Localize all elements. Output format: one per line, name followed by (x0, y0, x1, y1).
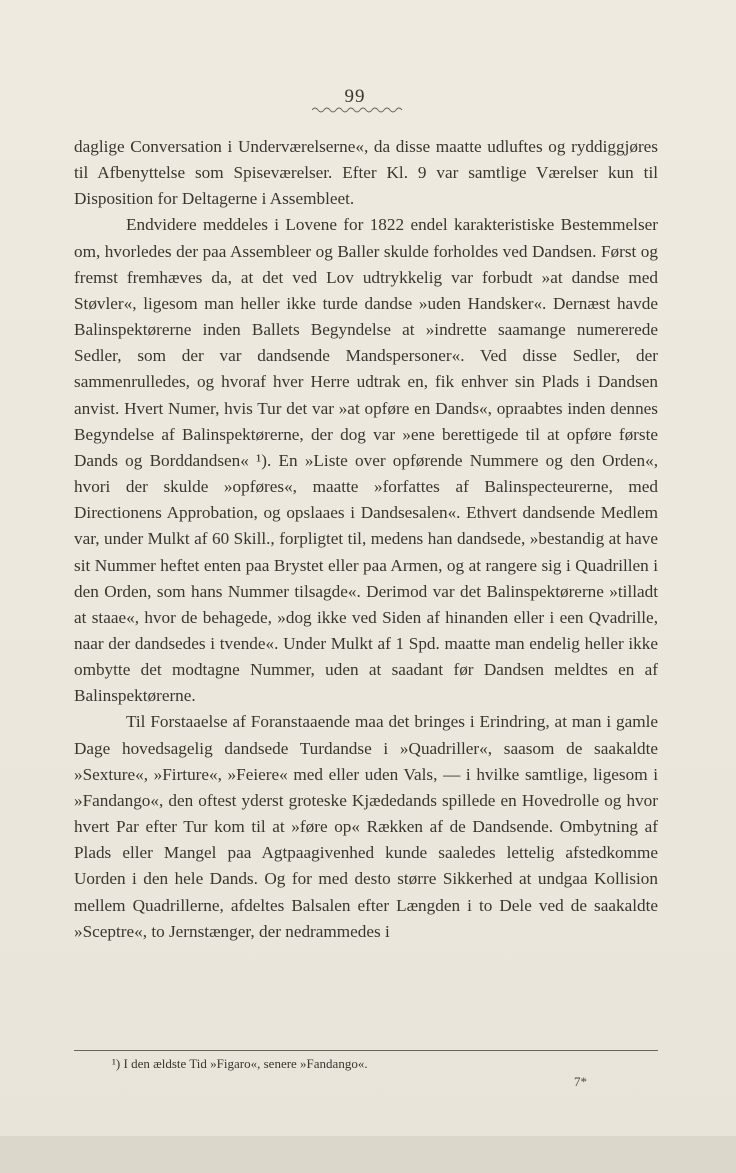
signature-mark: 7* (574, 1074, 587, 1089)
paragraph-1: daglige Conversation i Underværelserne«, da disse maatte udluftes og ryddiggjøres til Afbenyttelse som Spiseværelser. Efter Kl. 9 var samtlige Værelser kun til Disposition for Deltagerne i Assembleet. (74, 137, 658, 209)
body-text (74, 134, 658, 945)
footnote-divider (74, 1050, 658, 1051)
footnote-text: I den ældste Tid »Figaro«, senere »Fandango«. (123, 1056, 368, 1071)
page-number: 99 (344, 86, 366, 107)
footnote-marker: ¹) (112, 1056, 121, 1071)
paragraph-3: Til Forstaaelse af Foranstaaende maa det bringes i Erindring, at man i gamle Dage hovedsagelig dandsede Turdandse i »Quadriller«, saasom de saakaldte »Sexture«, »Firture«, »Feiere« med eller uden Vals, — i hvilke samtlige, ligesom i »Fandango«, den oftest yderst groteske Kjædedands spillede en Hovedrolle og hvor hvert Par efter Tur kom til at »føre op« Rækken af de Dandsende. Ombytning af Plads eller Mangel paa Agtpaagivenhed kunde saaledes lettelig afstedkomme Uorden i den hele Dands. Og for med desto større Sikkerhed at undgaa Kollision mellem Quadrillerne, afdeltes Balsalen efter Længden i to Dele ved de saakaldte »Sceptre«, to Jernstænger, der nedrammedes i (74, 712, 658, 941)
page-bottom-margin (0, 1136, 736, 1173)
footnote (112, 1055, 658, 1073)
paragraph-2: Endvidere meddeles i Lovene for 1822 endel karakteristiske Bestemmelser om, hvorledes der paa Assembleer og Baller skulde forholdes ved Dandsen. Først og fremst fremhæves da, at det ved Lov udtrykkelig var forbudt »at dandse med Støvler«, ligesom man heller ikke turde dandse »uden Handsker«. Dernæst havde Balinspektørerne inden Ballets Begyndelse at »indrette saamange numererede Sedler, som der var dandsende Mandspersoner«. Ved disse Sedler, der sammenrulledes, og hvoraf hver Herre udtrak en, fik enhver sin Plads i Dandsen anvist. Hvert Numer, hvis Tur det var »at opføre en Dands«, opraabtes inden dennes Begyndelse af Balinspektørerne, der dog var »ene berettigede til at opføre første Dands og Borddandsen« ¹). En »Liste over opførende Nummere og den Orden«, hvori der skulde »opføres«, maatte »forfattes af Balinspecteurerne, med Directionens Approbation, og opslaaes i Dandsesalen«. Ethvert dandsende Medlem var, under Mulkt af 60 Skill., forpligtet til, medens han dandsede, »bestandig at have sit Nummer heftet enten paa Brystet eller paa Armen, og at rangere sig i Quadrillen i den Orden, som hans Nummer tilsagde«. Derimod var det Balinspektørerne »tilladt at staae«, hvor de behagede, »dog ikke ved Siden af hinanden eller i een Qvadrille, naar der dandsedes i tvende«. Under Mulkt af 1 Spd. maatte man endelig heller ikke ombytte det modtagne Nummer, uden at saadant før Dandsen meldtes en af Balinspektørerne. (74, 215, 658, 706)
wavy-ornament-icon (312, 106, 404, 114)
